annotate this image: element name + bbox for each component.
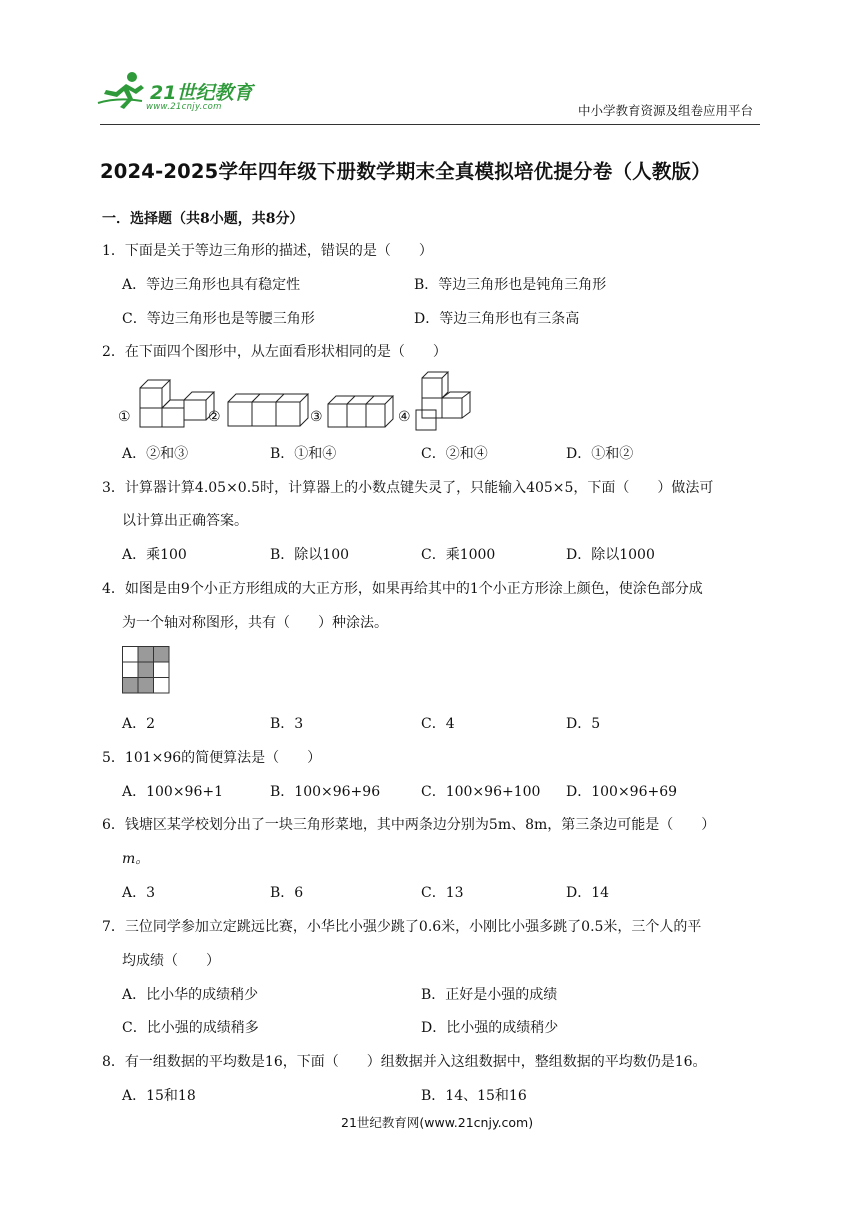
grid-cell-shaded bbox=[154, 647, 170, 663]
page-footer: 21世纪教育网(www.21cnjy.com) bbox=[341, 1115, 534, 1130]
cube-figure-3 bbox=[326, 392, 390, 432]
question-6-option-c: C．13 bbox=[421, 885, 464, 901]
question-5-option-c: C．100×96+100 bbox=[421, 784, 541, 800]
question-2-option-c: C．②和④ bbox=[421, 446, 488, 462]
question-7-option-b: B．正好是小强的成绩 bbox=[421, 987, 558, 1003]
cube-figure-2 bbox=[226, 390, 306, 430]
question-4-option-d: D．5 bbox=[566, 716, 601, 732]
question-4-stem-line-1: 4．如图是由9个小正方形组成的大正方形，如果再给其中的1个小正方形涂上颜色，使涂色部分成 bbox=[102, 581, 703, 597]
logo-runner-icon bbox=[98, 70, 150, 110]
question-1-stem: 1．下面是关于等边三角形的描述，错误的是（ ） bbox=[102, 243, 433, 259]
section-heading: 一．选择题（共8小题，共8分） bbox=[102, 211, 304, 227]
question-5-option-a: A．100×96+1 bbox=[122, 784, 224, 800]
question-8-option-b: B．14、15和16 bbox=[421, 1088, 527, 1104]
question-3-stem-line-2: 以计算出正确答案。 bbox=[122, 513, 248, 529]
question-7-option-d: D．比小强的成绩稍少 bbox=[421, 1020, 559, 1036]
figure-label-4: ④ bbox=[398, 409, 411, 425]
question-4-option-c: C．4 bbox=[421, 716, 455, 732]
question-6-stem-line-1: 6．钱塘区某学校划分出了一块三角形菜地，其中两条边分别为5m、8m，第三条边可能是（ ） bbox=[102, 817, 716, 833]
question-6-stem-line-2: m。 bbox=[122, 851, 150, 867]
page-title: 2024-2025学年四年级下册数学期末全真模拟培优提分卷（人教版） bbox=[100, 160, 711, 183]
question-1-option-b: B．等边三角形也是钝角三角形 bbox=[414, 277, 607, 293]
question-2-stem: 2．在下面四个图形中，从左面看形状相同的是（ ） bbox=[102, 344, 447, 360]
grid-cell-empty bbox=[123, 662, 139, 678]
logo-text: 21世纪教育 bbox=[150, 82, 253, 104]
question-4-option-b: B．3 bbox=[270, 716, 304, 732]
question-7-stem-line-1: 7．三位同学参加立定跳远比赛，小华比小强少跳了0.6米，小刚比小强多跳了0.5米，三个人的平 bbox=[102, 919, 702, 935]
nine-square-grid bbox=[122, 646, 170, 694]
grid-cell-empty bbox=[123, 647, 139, 663]
question-7-option-a: A．比小华的成绩稍少 bbox=[122, 987, 259, 1003]
logo-url: www.21cnjy.com bbox=[146, 102, 222, 112]
grid-cell-shaded bbox=[123, 678, 139, 694]
question-5-option-b: B．100×96+96 bbox=[270, 784, 381, 800]
question-5-option-d: D．100×96+69 bbox=[566, 784, 678, 800]
question-5-stem: 5．101×96的简便算法是（ ） bbox=[102, 750, 322, 766]
question-3-stem-line-1: 3．计算器计算4.05×0.5时，计算器上的小数点键失灵了，只能输入405×5，下面（ ）做法可 bbox=[102, 480, 714, 496]
question-1-option-c: C．等边三角形也是等腰三角形 bbox=[122, 311, 315, 327]
grid-cell-empty bbox=[154, 662, 170, 678]
question-2-option-a: A．②和③ bbox=[122, 446, 189, 462]
header-divider bbox=[100, 124, 760, 125]
question-8-stem: 8．有一组数据的平均数是16，下面（ ）组数据并入这组数据中，整组数据的平均数仍是16。 bbox=[102, 1054, 707, 1070]
question-3-option-c: C．乘1000 bbox=[421, 547, 496, 563]
question-3-option-a: A．乘100 bbox=[122, 547, 187, 563]
grid-cell-shaded bbox=[138, 678, 154, 694]
figure-label-1: ① bbox=[118, 409, 131, 425]
question-3-option-d: D．除以1000 bbox=[566, 547, 655, 563]
question-2-option-d: D．①和② bbox=[566, 446, 634, 462]
question-1-option-a: A．等边三角形也具有稳定性 bbox=[122, 277, 301, 293]
question-6-option-a: A．3 bbox=[122, 885, 156, 901]
figure-label-3: ③ bbox=[310, 409, 323, 425]
figure-label-2: ② bbox=[208, 409, 221, 425]
grid-cell-shaded bbox=[138, 662, 154, 678]
question-2-option-b: B．①和④ bbox=[270, 446, 337, 462]
question-7-option-c: C．比小强的成绩稍多 bbox=[122, 1020, 259, 1036]
question-6-option-d: D．14 bbox=[566, 885, 610, 901]
grid-cell-empty bbox=[154, 678, 170, 694]
question-1-option-d: D．等边三角形也有三条高 bbox=[414, 311, 580, 327]
question-4-stem-line-2: 为一个轴对称图形，共有（ ）种涂法。 bbox=[122, 615, 388, 631]
grid-cell-shaded bbox=[138, 647, 154, 663]
question-6-option-b: B．6 bbox=[270, 885, 304, 901]
cube-figure-1 bbox=[136, 376, 216, 428]
question-7-stem-line-2: 均成绩（ ） bbox=[122, 953, 220, 969]
header-tagline: 中小学教育资源及组卷应用平台 bbox=[578, 103, 754, 118]
question-8-option-a: A．15和18 bbox=[122, 1088, 196, 1104]
question-4-option-a: A．2 bbox=[122, 716, 156, 732]
question-3-option-b: B．除以100 bbox=[270, 547, 350, 563]
cube-figure-4 bbox=[414, 370, 476, 432]
